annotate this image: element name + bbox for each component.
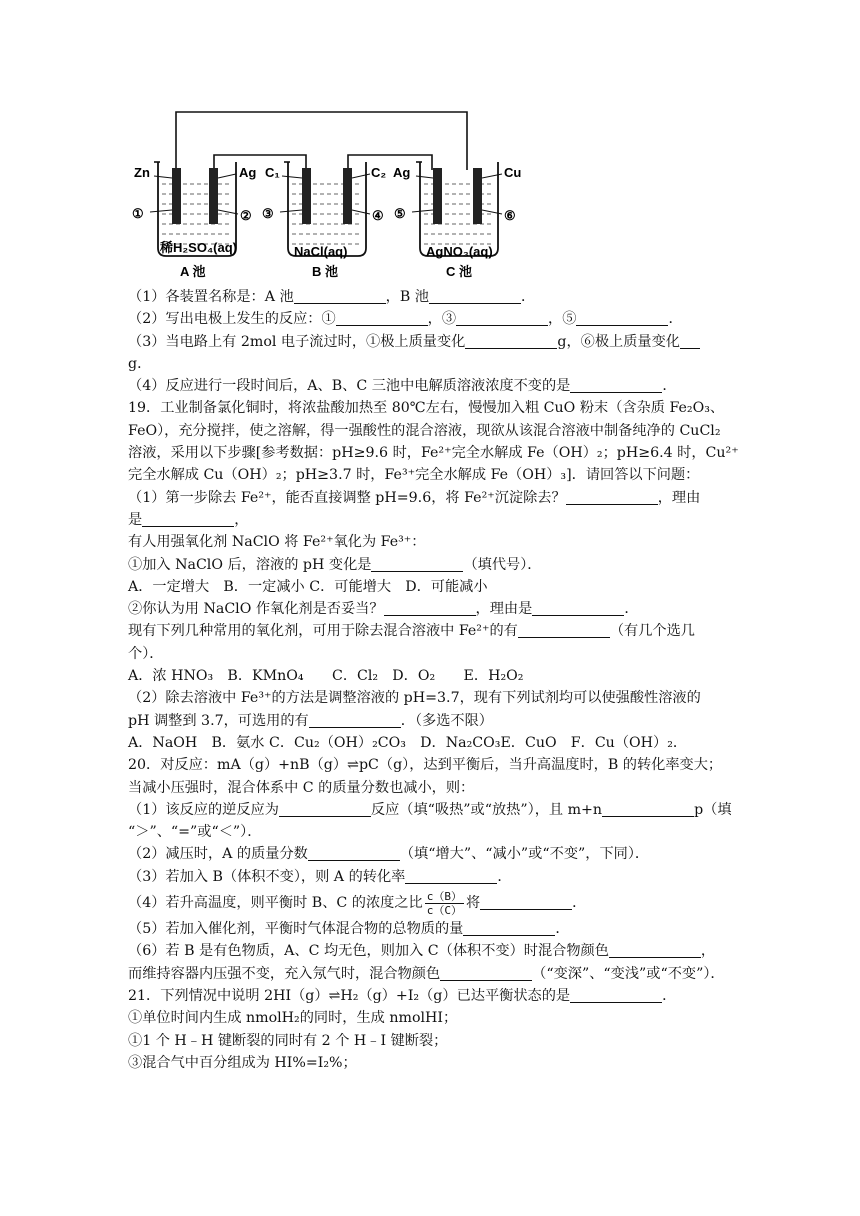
q19-line2: FeO），充分搅拌，使之溶解，得一强酸性的混合溶液，现欲从该混合溶液中制备纯净的 CuCl₂: [128, 422, 721, 439]
circle-1: ①: [132, 206, 144, 221]
beaker-b: [284, 162, 366, 256]
q20-line8: （5）若加入催化剂，平衡时气体混合物的总物质的量 ．: [128, 921, 570, 938]
q21-line1: 21．下列情况中说明 2HI（g）⇌H₂（g）+I₂（g）已达平衡状态的是 ．: [128, 987, 677, 1004]
answer-blank[interactable]: [609, 941, 701, 958]
answer-blank[interactable]: [570, 376, 662, 393]
question-text: [128, 286, 738, 1074]
q19-options-1: A．一定增大 B．一定减小 C．可能增大 D．可能减小: [128, 578, 488, 595]
q19-line5: （1）第一步除去 Fe²⁺，能否直接调整 pH=9.6，将 Fe²⁺沉淀除去？ ，理由: [128, 489, 701, 506]
concentration-ratio-fraction: $\frac{c(B)}{c(C)}$: [426, 889, 462, 917]
q20-line1: 20．对反应：mA（g）+nB（g）⇌pC（g），达到平衡后，当升高温度时，B 的转化率变大；: [128, 757, 723, 774]
circle-2: ②: [240, 208, 252, 223]
answer-blank[interactable]: [680, 332, 700, 349]
answer-blank[interactable]: [440, 964, 532, 981]
q19-line7: 有人用强氧化剂 NaClO 将 Fe²⁺氧化为 Fe³⁺：: [128, 534, 426, 551]
q18-part1: （1）各装置名称是：A 池 ，B 池 ．: [128, 289, 536, 305]
circle-6: ⑥: [504, 208, 516, 223]
q20-line4: “＞”、“=”或“＜”）．: [128, 824, 262, 841]
electrode-cu: [473, 168, 482, 224]
q18-part2: （2）写出电极上发生的反应：① ，③ ，⑤ ．: [128, 311, 683, 328]
answer-blank[interactable]: [371, 555, 463, 572]
q20-line7: （4）若升高温度，则平衡时 B、C 的浓度之比 $\frac{c(B)}{c(C)}$ 将 ．: [128, 889, 587, 917]
q19-line15: pH 调整到 3.7，可选用的有 ．（多选不限）: [128, 712, 493, 729]
answer-blank[interactable]: [576, 309, 668, 326]
q21-item3: ③混合气中百分组成为 HI%=I₂%；: [128, 1054, 357, 1071]
electrode-zn: [172, 168, 181, 224]
q21-item1: ①单位时间内生成 nmolH₂的同时，生成 nmolHI；: [128, 1010, 458, 1027]
q19-line6: 是 ，: [128, 511, 249, 528]
q20-line3: （1）该反应的逆反应为 反应（填“吸热”或“放热”），且 m+n p（填: [128, 801, 732, 818]
label-ag-a: Ag: [239, 165, 257, 180]
answer-blank[interactable]: [336, 309, 428, 326]
answer-blank[interactable]: [532, 599, 624, 616]
q20-line6: （3）若加入 B（体积不变），则 A 的转化率 ．: [128, 868, 512, 885]
electrode-c2: [343, 168, 352, 224]
q19-options-2: A．浓 HNO₃ B．KMnO₄ C．Cl₂ D．O₂ E．H₂O₂: [128, 668, 524, 685]
label-c2: C₂: [371, 165, 387, 180]
q20-line9: （6）若 B 是有色物质，A、C 均无色，则加入 C（体积不变）时混合物颜色 ，: [128, 943, 716, 960]
q20-line5: （2）减压时，A 的质量分数 （填“增大”、“减小”或“不变”，下同）．: [128, 846, 650, 863]
q20-line10: 而维持容器内压强不变，充入氖气时，混合物颜色 （“变深”、“变浅”或“不变”）．: [128, 965, 725, 982]
q18-part3-cont: g．: [128, 355, 152, 372]
q19-line11: 现有下列几种常用的氧化剂，可用于除去混合溶液中 Fe²⁺的有 （有几个选几: [128, 623, 695, 640]
circuit-wires: [176, 112, 467, 170]
circle-4: ④: [372, 208, 384, 223]
solution-c: AgNO₃(aq): [426, 244, 493, 259]
circle-3: ③: [262, 206, 274, 221]
label-cu: Cu: [504, 165, 522, 180]
answer-blank[interactable]: [308, 844, 400, 861]
answer-blank[interactable]: [456, 309, 548, 326]
answer-blank[interactable]: [405, 867, 497, 884]
q21-item2: ①1 个 H﹣H 键断裂的同时有 2 个 H﹣I 键断裂；: [128, 1032, 448, 1049]
answer-blank[interactable]: [463, 919, 555, 936]
answer-blank[interactable]: [294, 287, 386, 304]
pool-b-label: B 池: [312, 264, 339, 279]
electrode-ag-c: [433, 168, 442, 224]
electrolysis-apparatus-figure: [120, 100, 540, 290]
answer-blank[interactable]: [309, 711, 401, 728]
q19-options-3: A．NaOH B．氨水 C．Cu₂（OH）₂CO₃ D．Na₂CO₃E．CuO F．Cu（OH）₂．: [128, 734, 688, 751]
q18-part3: （3）当电路上有 2mol 电子流过时，①极上质量变化 g，⑥极上质量变化: [128, 331, 738, 353]
q19-line8: ①加入 NaClO 后，溶液的 pH 变化是 （填代号）．: [128, 556, 542, 573]
q19-line10: ②你认为用 NaClO 作氧化剂是否妥当？ ，理由是 ．: [128, 601, 639, 618]
q19-line4: 完全水解成 Cu（OH）₂；pH≥3.7 时，Fe³⁺完全水解成 Fe（OH）₃]．请回答以下问题：: [128, 467, 700, 484]
solution-b: NaCl(aq): [294, 244, 348, 259]
pool-c-label: C 池: [446, 264, 473, 279]
label-c1: C₁: [265, 165, 280, 180]
answer-blank[interactable]: [465, 332, 557, 349]
pool-a-label: A 池: [180, 264, 206, 279]
q19-line3: 溶液，采用以下步骤[参考数据：pH≥9.6 时，Fe²⁺完全水解成 Fe（OH）₂；pH≥6.4 时，Cu²⁺: [128, 445, 739, 462]
beaker-c: [416, 162, 498, 256]
label-zn: Zn: [134, 165, 150, 180]
answer-blank[interactable]: [429, 287, 521, 304]
answer-blank[interactable]: [142, 510, 234, 527]
answer-blank[interactable]: [279, 800, 371, 817]
answer-blank[interactable]: [602, 800, 694, 817]
answer-blank[interactable]: [518, 621, 610, 638]
label-ag-c: Ag: [393, 165, 411, 180]
q19-line14: （2）除去溶液中 Fe³⁺的方法是调整溶液的 pH=3.7，现有下列试剂均可以使强酸性溶液的: [128, 690, 701, 707]
answer-blank[interactable]: [566, 488, 658, 505]
circle-5: ⑤: [394, 206, 406, 221]
answer-blank[interactable]: [384, 599, 476, 616]
q18-part4: （4）反应进行一段时间后，A、B、C 三池中电解质溶液浓度不变的是 ．: [128, 378, 677, 395]
electrode-c1: [302, 168, 311, 224]
electrode-ag-a: [209, 168, 218, 224]
answer-blank[interactable]: [570, 986, 662, 1003]
q19-line1: 19．工业制备氯化铜时，将浓盐酸加热至 80℃左右，慢慢加入粗 CuO 粉末（含杂质 Fe₂O₃、: [128, 400, 725, 417]
q19-line12: 个）．: [128, 645, 164, 662]
solution-a: 稀H₂SO₄(aq): [160, 240, 237, 255]
q20-line2: 当减小压强时，混合体系中 C 的质量分数也减小，则：: [128, 779, 475, 796]
answer-blank[interactable]: [480, 893, 572, 910]
